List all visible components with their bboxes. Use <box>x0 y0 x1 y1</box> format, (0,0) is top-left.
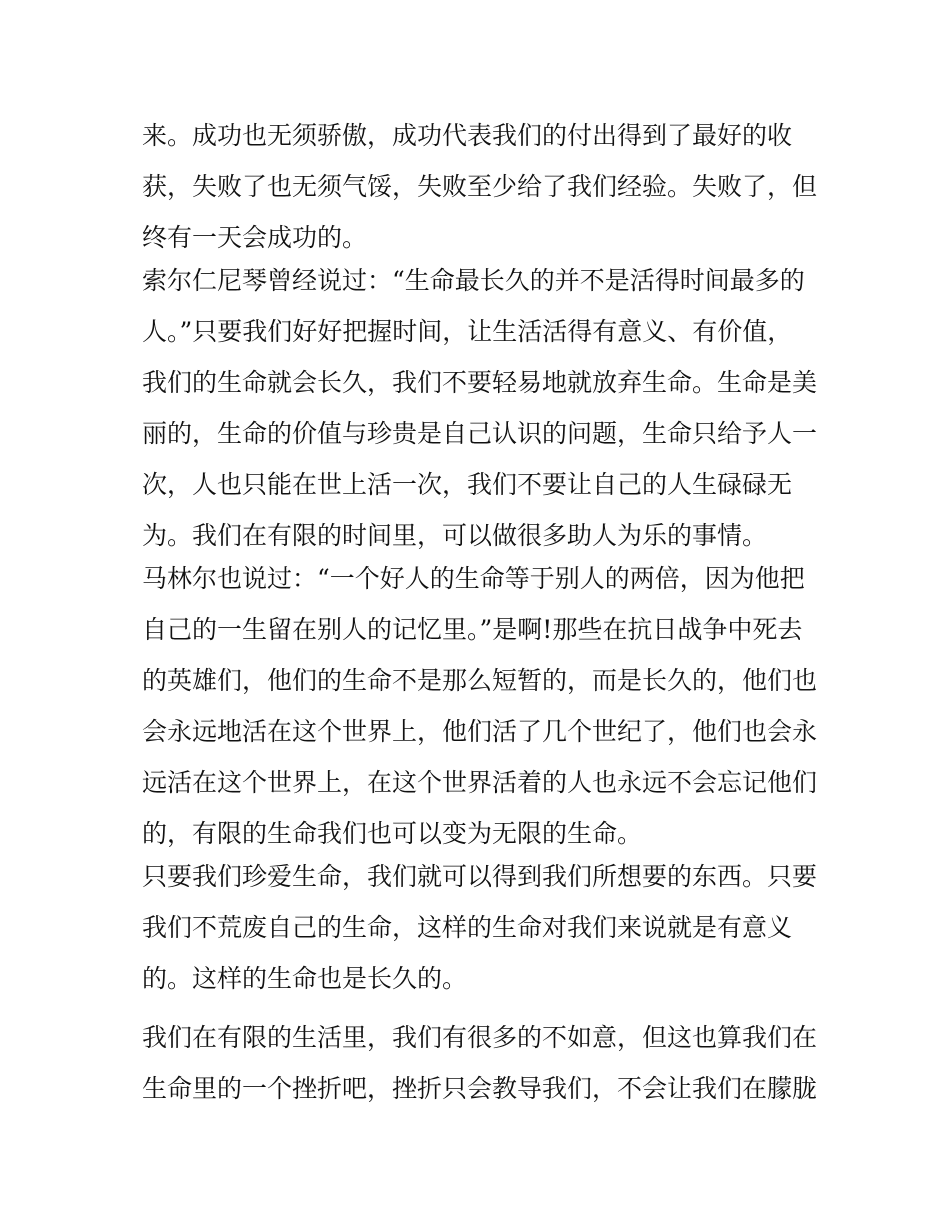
text-line: 丽的，生命的价值与珍贵是自己认识的问题，生命只给予人一 <box>142 419 818 448</box>
text-line: 获，失败了也无须气馁，失败至少给了我们经验。失败了，但 <box>142 172 818 201</box>
paragraph-5 <box>142 1012 822 1114</box>
text-line: 索尔仁尼琴曾经说过：“生命最长久的并不是活得时间最多的 <box>142 266 805 295</box>
text-line: 会永远地活在这个世界上，他们活了几个世纪了，他们也会永 <box>142 717 818 746</box>
text-line: 次，人也只能在世上活一次，我们不要让自己的人生碌碌无 <box>142 470 793 499</box>
text-line: 的，有限的生命我们也可以变为无限的生命。 <box>142 819 643 848</box>
text-line: 我们在有限的生活里，我们有很多的不如意，但这也算我们在 <box>142 1023 818 1052</box>
paragraph-3 <box>142 553 822 859</box>
text-line: 马林尔也说过：“一个好人的生命等于别人的两倍，因为他把 <box>142 564 805 593</box>
text-line: 人。”只要我们好好把握时间，让生活活得有意义、有价值， <box>142 317 793 346</box>
text-line: 自己的一生留在别人的记忆里。”是啊!那些在抗日战争中死去 <box>142 615 803 644</box>
document-body <box>142 110 822 1114</box>
text-line: 的英雄们，他们的生命不是那么短暂的，而是长久的，他们也 <box>142 666 818 695</box>
text-line: 的。这样的生命也是长久的。 <box>142 964 468 993</box>
paragraph-2 <box>142 255 822 561</box>
text-line: 我们不荒废自己的生命，这样的生命对我们来说就是有意义 <box>142 913 793 942</box>
text-line: 远活在这个世界上，在这个世界活着的人也永远不会忘记他们 <box>142 768 818 797</box>
paragraph-1 <box>142 110 822 263</box>
text-line: 为。我们在有限的时间里，可以做很多助人为乐的事情。 <box>142 521 768 550</box>
text-line: 来。成功也无须骄傲，成功代表我们的付出得到了最好的收 <box>142 121 793 150</box>
text-line: 我们的生命就会长久，我们不要轻易地就放弃生命。生命是美 <box>142 368 818 397</box>
text-line: 生命里的一个挫折吧，挫折只会教导我们，不会让我们在朦胧 <box>142 1074 818 1103</box>
paragraph-4 <box>142 851 822 1004</box>
text-line: 只要我们珍爱生命，我们就可以得到我们所想要的东西。只要 <box>142 862 818 891</box>
text-line: 终有一天会成功的。 <box>142 223 368 252</box>
